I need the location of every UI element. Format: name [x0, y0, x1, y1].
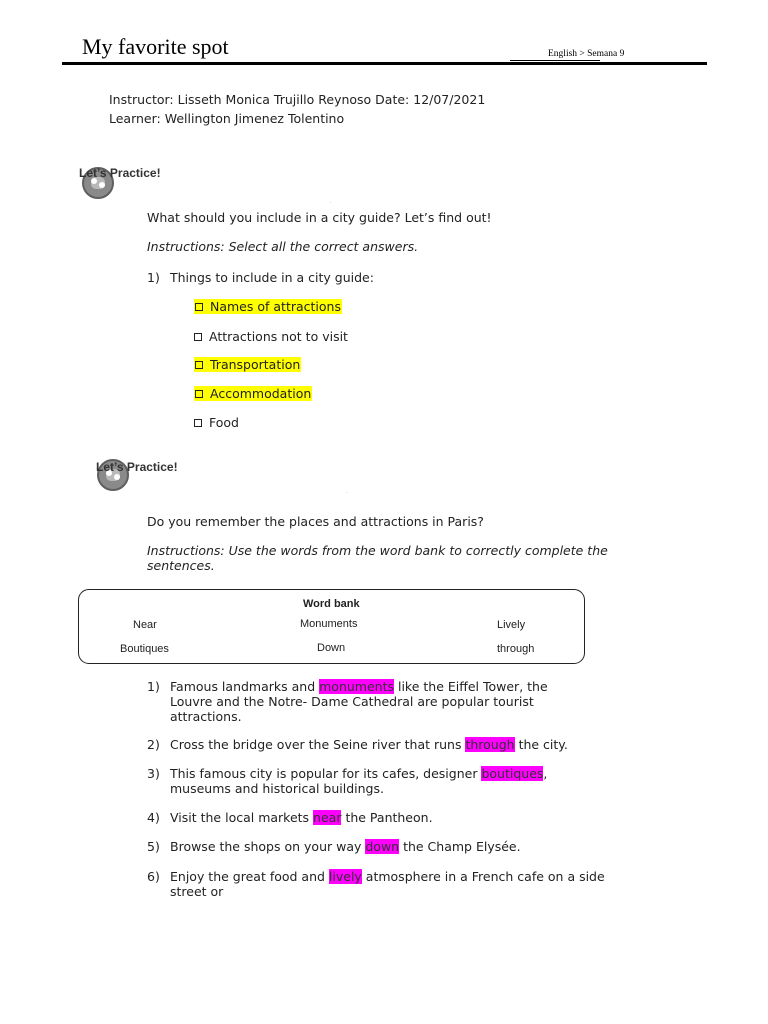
question-text: Do you remember the places and attractions in Paris?: [147, 514, 484, 529]
instructor-line: Instructor: Lisseth Monica Trujillo Reynoso Date: 12/07/2021: [109, 92, 486, 107]
checkbox-icon[interactable]: [195, 361, 203, 369]
instructions-text: Instructions: Use the words from the word bank to correctly complete the: [147, 543, 608, 558]
instructions-text: Instructions: Select all the correct answers.: [147, 239, 419, 254]
section-heading: Let’s Practice!: [96, 460, 178, 474]
sentence-item: 3) This famous city is popular for its cafes, designer boutiques, museums and historical buildings.: [147, 766, 548, 796]
answer-highlight: near: [313, 810, 342, 825]
sentence-number: 1): [147, 679, 160, 694]
answer-highlight: monuments: [319, 679, 394, 694]
word-bank-word: Near: [133, 619, 157, 631]
answer-highlight: lively: [328, 869, 362, 884]
stray-dot: .: [330, 199, 332, 204]
answer-highlight: down: [365, 839, 400, 854]
word-bank-word: through: [497, 643, 535, 655]
header-underline: [510, 60, 600, 61]
sentence-number: 4): [147, 810, 160, 825]
sentence-number: 3): [147, 766, 160, 781]
option-names-of-attractions[interactable]: Names of attractions: [194, 299, 342, 314]
item-number: 1): [147, 270, 160, 285]
option-attractions-not-to-visit[interactable]: Attractions not to visit: [194, 329, 348, 344]
sentence-item: 6) Enjoy the great food and lively atmosphere in a French cafe on a side street or: [147, 869, 605, 899]
header-rule: [62, 62, 707, 65]
option-food[interactable]: Food: [194, 415, 239, 430]
option-accommodation[interactable]: Accommodation: [194, 386, 312, 401]
course-label: English > Semana 9: [548, 49, 625, 59]
sentence-item: 2) Cross the bridge over the Seine river that runs through the city.: [147, 737, 568, 752]
word-bank-word: Lively: [497, 619, 526, 631]
section-heading: Let’s Practice!: [79, 166, 161, 180]
checkbox-icon[interactable]: [195, 303, 203, 311]
question-text: What should you include in a city guide? Let’s find out!: [147, 210, 492, 225]
instructions-text-continued: sentences.: [147, 558, 215, 573]
answer-highlight: through: [465, 737, 515, 752]
answer-highlight: boutiques: [481, 766, 544, 781]
sentence-number: 5): [147, 839, 160, 854]
item-text: Things to include in a city guide:: [170, 270, 374, 285]
option-transportation[interactable]: Transportation: [194, 357, 301, 372]
checkbox-icon[interactable]: [195, 390, 203, 398]
word-bank-word: Boutiques: [120, 643, 169, 655]
word-bank-word: Monuments: [300, 618, 358, 630]
word-bank: [78, 589, 585, 664]
sentence-item: 4) Visit the local markets near the Pantheon.: [147, 810, 433, 825]
learner-line: Learner: Wellington Jimenez Tolentino: [109, 111, 345, 126]
stray-dot: .: [346, 489, 348, 494]
sentence-number: 2): [147, 737, 160, 752]
word-bank-title: Word bank: [303, 598, 360, 610]
word-bank-word: Down: [317, 642, 346, 654]
sentence-item: 1) Famous landmarks and monuments like the Eiffel Tower, the Louvre and the Notre- Dame Cathedral are popular tourist attractions.: [147, 679, 548, 724]
sentence-item: 5) Browse the shops on your way down the Champ Elysée.: [147, 839, 521, 854]
document-title: My favorite spot: [82, 34, 229, 59]
checkbox-icon[interactable]: [194, 419, 202, 427]
checkbox-icon[interactable]: [194, 333, 202, 341]
sentence-number: 6): [147, 869, 160, 884]
